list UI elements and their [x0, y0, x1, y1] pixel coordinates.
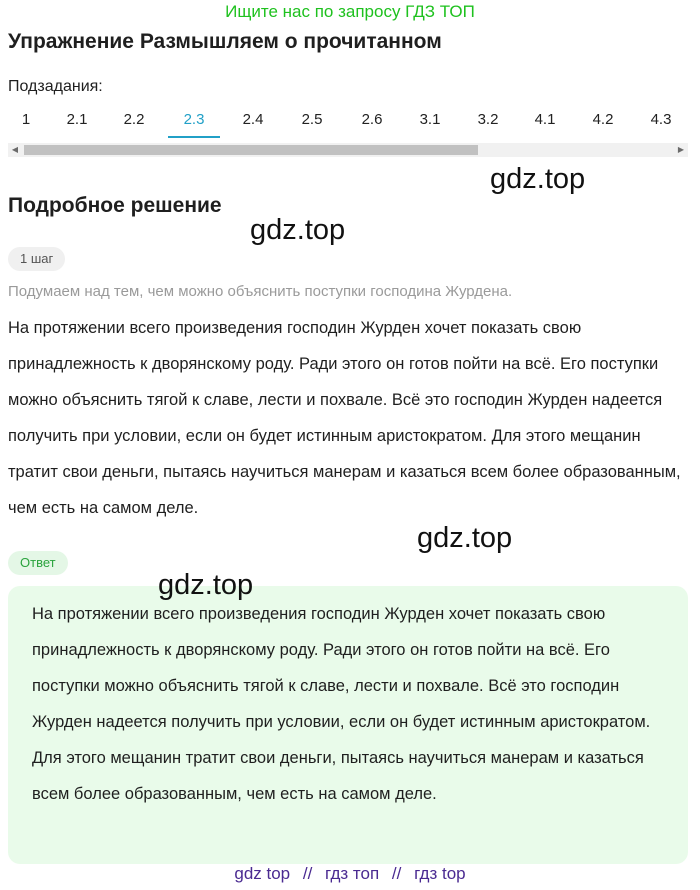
answer-box — [8, 586, 688, 864]
subtasks-label: Подзадания: — [8, 78, 103, 95]
subtask-tab-3-2[interactable]: 3.2 — [477, 111, 499, 128]
solution-text: На протяжении всего произведения господин Журден хочет показать свою принадлежность к дворянскому роду. Ради этого он готов пойти на всё. Его поступки можно объяснить тягой к славе, лести и похвале. Всё это господин Журден надеется получить при условии, если он будет истинным аристократом. Для этого мещанин тратит свои деньги, пытаясь научиться манерам и казаться всем более образованным, чем есть на самом деле. — [8, 319, 681, 517]
scrollbar-thumb[interactable] — [24, 145, 478, 155]
subtask-tab-4-1[interactable]: 4.1 — [534, 111, 556, 128]
subtask-tab-2-5[interactable]: 2.5 — [301, 111, 323, 128]
watermark: gdz.top — [250, 214, 346, 246]
subtask-tab-3-1[interactable]: 3.1 — [419, 111, 441, 128]
subtasks-tabs — [0, 106, 700, 140]
page-title: Упражнение Размышляем о прочитанном — [8, 30, 442, 53]
scroll-right-arrow-icon[interactable]: ▶ — [677, 145, 685, 154]
section-title: Подробное решение — [8, 194, 222, 217]
watermark: gdz.top — [158, 569, 254, 601]
subtask-tab-4-3[interactable]: 4.3 — [650, 111, 672, 128]
answer-badge: Ответ — [8, 551, 68, 575]
subtask-tab-2-2[interactable]: 2.2 — [123, 111, 145, 128]
footer-links — [0, 864, 700, 884]
scroll-left-arrow-icon[interactable]: ◀ — [11, 145, 19, 154]
hint-text: Подумаем над тем, чем можно объяснить поступки господина Журдена. — [8, 283, 513, 300]
step-badge: 1 шаг — [8, 247, 65, 271]
footer-link-gdz-top[interactable]: gdz top — [234, 864, 291, 883]
footer-link-gdz-top-mixed[interactable]: гдз top — [414, 864, 466, 883]
subtask-tab-2-3[interactable]: 2.3 — [168, 106, 220, 138]
watermark: gdz.top — [417, 522, 513, 554]
subtask-tab-4-2[interactable]: 4.2 — [592, 111, 614, 128]
footer-separator: // — [302, 864, 313, 883]
footer-separator: // — [391, 864, 402, 883]
subtask-tab-1[interactable]: 1 — [21, 111, 31, 128]
answer-text: На протяжении всего произведения господин Журден хочет показать свою принадлежность к дворянскому роду. Ради этого он готов пойти на всё. Его поступки можно объяснить тягой к славе, лести и похвале. Всё это господин Журден надеется получить при условии, если он будет истинным аристократом. Для этого мещанин тратит свои деньги, пытаясь научиться манерам и казаться всем более образованным, чем есть на самом деле. — [32, 605, 651, 803]
watermark: gdz.top — [490, 163, 586, 195]
subtask-tab-2-1[interactable]: 2.1 — [66, 111, 88, 128]
subtask-tab-2-6[interactable]: 2.6 — [361, 111, 383, 128]
promo-banner[interactable]: Ищите нас по запросу ГДЗ ТОП — [225, 2, 475, 21]
subtask-tab-2-4[interactable]: 2.4 — [242, 111, 264, 128]
footer-link-gdz-top-ru[interactable]: гдз топ — [325, 864, 380, 883]
subtasks-scrollbar[interactable] — [8, 143, 688, 157]
